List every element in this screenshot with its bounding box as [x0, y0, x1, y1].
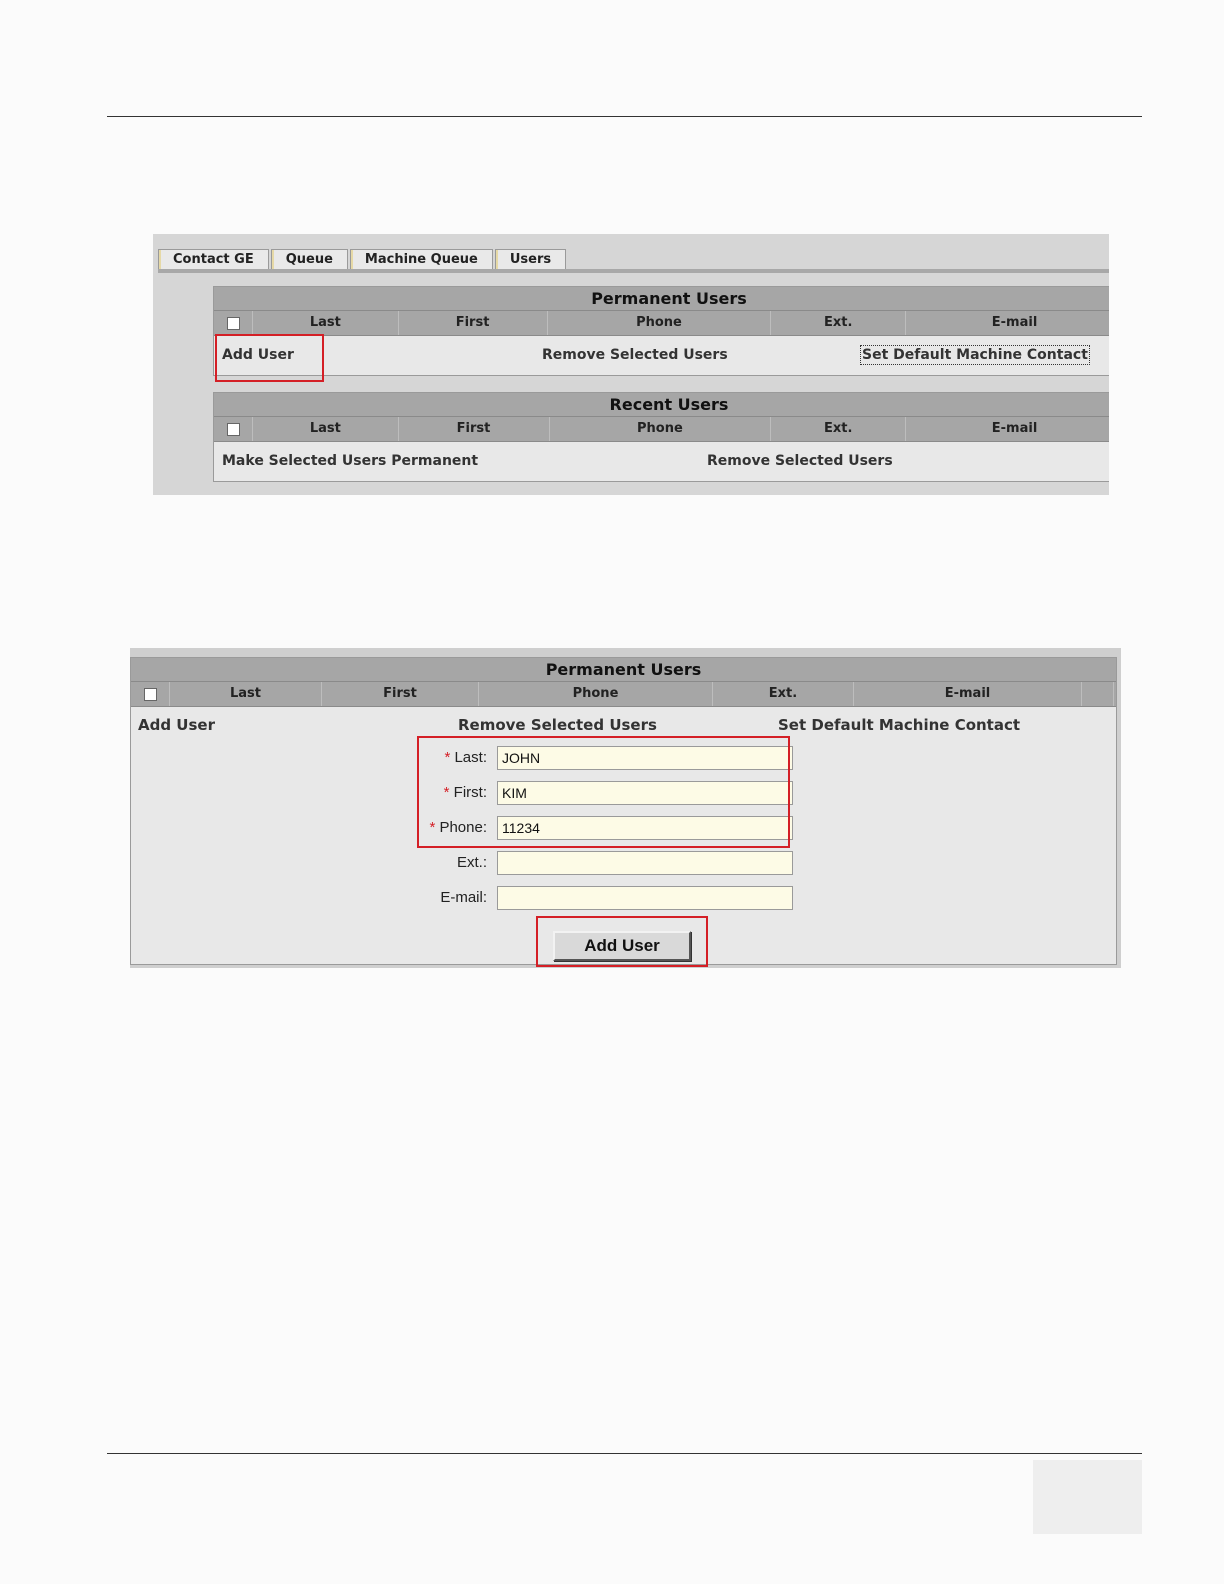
users-tab-screenshot [153, 234, 1109, 495]
column-last[interactable]: Last [170, 682, 322, 706]
tab-machine-queue[interactable]: Machine Queue [350, 249, 493, 270]
column-first[interactable]: First [322, 682, 479, 706]
highlight-add-user-button [536, 916, 708, 967]
remove-selected-users-link[interactable]: Remove Selected Users [542, 347, 728, 363]
last-name-input[interactable]: JOHN [497, 746, 793, 770]
tab-users[interactable]: Users [495, 249, 566, 270]
header-rule [107, 116, 1142, 117]
highlight-add-user [215, 334, 324, 382]
tab-bar-underline [158, 269, 1109, 273]
last-label-text: Last: [454, 749, 487, 766]
column-last[interactable]: Last [253, 417, 398, 441]
footer-rule [107, 1453, 1142, 1454]
make-selected-users-permanent-link[interactable]: Make Selected Users Permanent [222, 453, 479, 469]
tab-contact-ge[interactable]: Contact GE [158, 249, 269, 270]
grid-header [214, 417, 1109, 442]
grid-title: Permanent Users [214, 287, 1109, 311]
grid-title: Permanent Users [131, 658, 1116, 682]
set-default-machine-contact-link[interactable]: Set Default Machine Contact [778, 716, 1021, 734]
tab-bar [158, 249, 568, 271]
set-default-machine-contact-link[interactable]: Set Default Machine Contact [862, 347, 1088, 363]
select-all-checkbox[interactable] [144, 688, 157, 701]
column-first[interactable]: First [399, 311, 548, 335]
add-user-link[interactable]: Add User [222, 347, 294, 363]
add-user-link[interactable]: Add User [138, 716, 215, 734]
phone-label-text: Phone: [439, 819, 487, 836]
email-label: E-mail: [440, 889, 487, 906]
email-input[interactable] [497, 886, 793, 910]
column-ext[interactable]: Ext. [713, 682, 854, 706]
add-user-submit-button[interactable]: Add User [553, 931, 691, 961]
page-number-box [1033, 1460, 1142, 1534]
required-marker: * [443, 784, 450, 801]
select-all-checkbox[interactable] [227, 317, 240, 330]
select-all-checkbox[interactable] [227, 423, 240, 436]
column-phone[interactable]: Phone [479, 682, 713, 706]
phone-input[interactable]: 11234 [497, 816, 793, 840]
column-email[interactable]: E-mail [906, 417, 1109, 441]
ext-label: Ext.: [456, 854, 487, 871]
grid-header [214, 311, 1109, 336]
ext-input[interactable] [497, 851, 793, 875]
highlight-required-fields [417, 736, 790, 848]
column-spacer [1082, 682, 1114, 706]
add-user-form-screenshot [130, 648, 1121, 968]
column-ext[interactable]: Ext. [771, 311, 906, 335]
column-phone[interactable]: Phone [548, 311, 772, 335]
column-email[interactable]: E-mail [906, 311, 1109, 335]
first-name-input[interactable]: KIM [497, 781, 793, 805]
column-email[interactable]: E-mail [854, 682, 1082, 706]
column-phone[interactable]: Phone [550, 417, 772, 441]
tab-queue[interactable]: Queue [271, 249, 348, 270]
permanent-users-grid [213, 286, 1109, 376]
column-ext[interactable]: Ext. [771, 417, 906, 441]
remove-selected-users-link[interactable]: Remove Selected Users [458, 716, 657, 734]
column-last[interactable]: Last [253, 311, 398, 335]
grid-title: Recent Users [214, 393, 1109, 417]
column-first[interactable]: First [399, 417, 550, 441]
required-marker: * [429, 819, 436, 836]
required-marker: * [444, 749, 451, 766]
recent-users-grid [213, 392, 1109, 482]
select-all-column [214, 417, 253, 441]
remove-selected-users-link[interactable]: Remove Selected Users [707, 453, 893, 469]
select-all-column [214, 311, 253, 335]
grid-header [131, 682, 1116, 707]
select-all-column [131, 682, 170, 706]
first-label-text: First: [453, 784, 487, 801]
